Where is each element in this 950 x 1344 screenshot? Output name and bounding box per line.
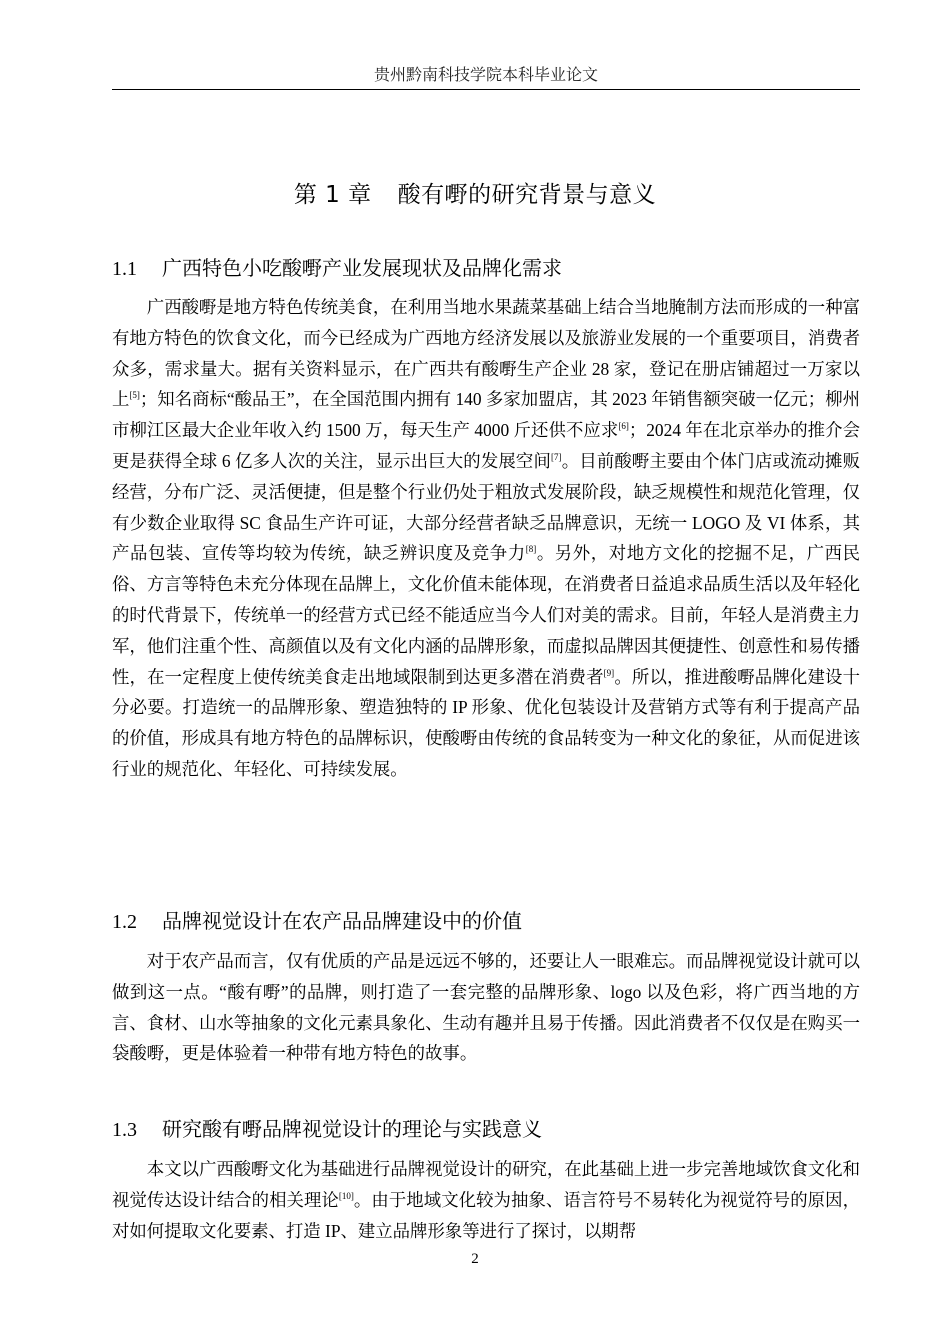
citation-ref: [10] bbox=[338, 1191, 354, 1201]
paragraph-text: ；2024 年在北京举办的推介会更是获得全球 6 亿多人次的关注，显示出巨大的发展空间 bbox=[112, 420, 860, 471]
citation-ref: [6] bbox=[618, 421, 629, 432]
section-1-3-paragraph bbox=[112, 1154, 860, 1246]
paragraph-text: 。另外，对地方文化的挖掘不足，广西民俗、方言等特色未充分体现在品牌上，文化价值未能体现，在消费者日益追求品质生活以及年轻化的时代背景下，传统单一的经营方式已经不能适应当今人们对美的需求。目前，年轻人是消费主力军，他们注重个性、高颜值以及有文化内涵的品牌形象，而虚拟品牌因其便捷性、创意性和易传播性，在一定程度上使传统美食走出地域限制到达更多潜在消费者 bbox=[112, 543, 860, 687]
section-title: 广西特色小吃酸嘢产业发展现状及品牌化需求 bbox=[162, 256, 562, 280]
chapter-number: 第 1 章 bbox=[293, 182, 372, 208]
section-heading-1-1 bbox=[112, 252, 860, 281]
citation-ref: [7] bbox=[551, 452, 562, 463]
section-1-2-paragraph bbox=[112, 946, 860, 1069]
citation-ref: [5] bbox=[129, 390, 140, 401]
paragraph-text: 。目前酸嘢主要由个体门店或流动摊贩经营，分布广泛、灵活便捷，但是整个行业仍处于粗放式发展阶段，缺乏规模性和规范化管理，仅有少数企业取得 SC 食品生产许可证，大部分经营者缺乏品牌意识，无统一 LOGO 及 VI 体系，其产品包装、宣传等均较为传统，缺乏辨识度及竞争力 bbox=[112, 450, 860, 564]
paragraph-text: 广西酸嘢是地方特色传统美食，在利用当地水果蔬菜基础上结合当地腌制方法而形成的一种富有地方特色的饮食文化，而今已经成为广西地方经济发展以及旅游业发展的一个重要项目，消费者众多，需求量大。据有关资料显示，在广西共有酸嘢生产企业 28 家，登记在册店铺超过一万家以上 bbox=[112, 297, 860, 410]
citation-ref: [8] bbox=[525, 544, 537, 555]
section-number: 1.1 bbox=[112, 258, 137, 280]
section-title: 研究酸有嘢品牌视觉设计的理论与实践意义 bbox=[162, 1117, 542, 1141]
section-heading-1-3 bbox=[112, 1113, 860, 1142]
citation-ref: [9] bbox=[603, 667, 615, 678]
paragraph-text: 。由于地域文化较为抽象、语言符号不易转化为视觉符号的原因，对如何提取文化要素、打造 IP、建立品牌形象等进行了探讨，以期帮 bbox=[112, 1189, 860, 1241]
section-title: 品牌视觉设计在农产品品牌建设中的价值 bbox=[162, 909, 522, 933]
running-header bbox=[112, 62, 860, 90]
section-1-1-paragraph bbox=[112, 292, 860, 785]
chapter-title bbox=[0, 176, 950, 209]
section-heading-1-2 bbox=[112, 905, 860, 934]
header-title: 贵州黔南科技学院本科毕业论文 bbox=[373, 67, 598, 84]
paragraph-text: 。所以，推进酸嘢品牌化建设十分必要。打造统一的品牌形象、塑造独特的 IP 形象、优化包装设计及营销方式等有利于提高产品的价值，形成具有地方特色的品牌标识，使酸嘢由传统的食品转变为一种文化的象征，从而促进该行业的规范化、年轻化、可持续发展。 bbox=[112, 666, 860, 779]
paragraph-text: 对于农产品而言，仅有优质的产品是远远不够的，还要让人一眼难忘。而品牌视觉设计就可以做到这一点。“酸有嘢”的品牌，则打造了一套完整的品牌形象、logo 以及色彩，将广西当地的方言、食材、山水等抽象的文化元素具象化、生动有趣并且易于传播。因此消费者不仅仅是在购买一袋酸嘢，更是体验着一种带有地方特色的故事。 bbox=[112, 951, 860, 1064]
chapter-title-text: 酸有嘢的研究背景与意义 bbox=[397, 182, 657, 208]
section-number: 1.3 bbox=[112, 1119, 137, 1141]
page-number: 2 bbox=[471, 1251, 479, 1267]
paragraph-text: 本文以广西酸嘢文化为基础进行品牌视觉设计的研究，在此基础上进一步完善地域饮食文化和视觉传达设计结合的相关理论 bbox=[112, 1159, 860, 1210]
paragraph-text: ；知名商标“酸品王”，在全国范围内拥有 140 多家加盟店，其 2023 年销售额突破一亿元；柳州市柳江区最大企业年收入约 1500 万，每天生产 4000 斤还供不应求 bbox=[112, 389, 860, 441]
section-number: 1.2 bbox=[112, 911, 137, 933]
